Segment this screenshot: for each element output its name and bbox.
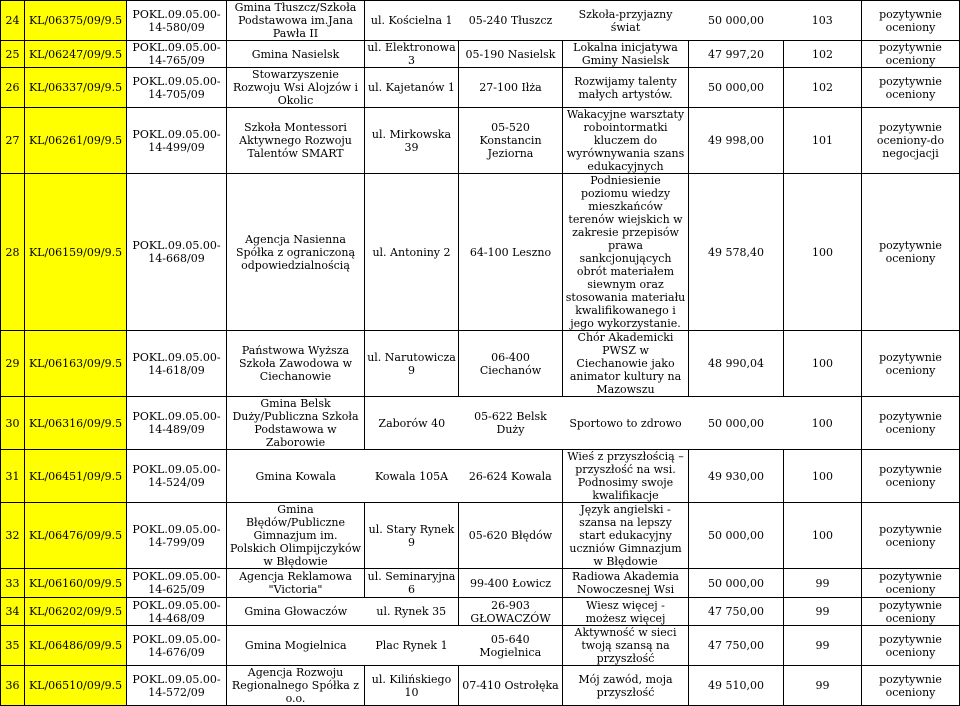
applicant-name: Gmina Tłuszcz/Szkoła Podstawowa im.Jana Pawła II bbox=[227, 1, 365, 41]
score: 102 bbox=[784, 41, 862, 68]
score: 100 bbox=[784, 174, 862, 331]
kl-number: KL/06476/09/9.5 bbox=[25, 503, 127, 569]
pokl-number: POKL.09.05.00-14-668/09 bbox=[127, 174, 227, 331]
postal-city: 64-100 Leszno bbox=[459, 174, 563, 331]
postal-city: 05-622 Belsk Duży bbox=[459, 397, 563, 450]
pokl-number: POKL.09.05.00-14-499/09 bbox=[127, 108, 227, 174]
kl-number: KL/06261/09/9.5 bbox=[25, 108, 127, 174]
postal-city: 05-640 Mogielnica bbox=[459, 626, 563, 666]
amount: 50 000,00 bbox=[689, 503, 784, 569]
status: pozytywnie oceniony bbox=[862, 503, 960, 569]
kl-number: KL/06510/09/9.5 bbox=[25, 666, 127, 706]
row-number: 34 bbox=[1, 598, 25, 626]
table-row bbox=[1, 450, 960, 503]
amount: 49 510,00 bbox=[689, 666, 784, 706]
score: 100 bbox=[784, 503, 862, 569]
project-title: Chór Akademicki PWSZ w Ciechanowie jako animator kultury na Mazowszu bbox=[563, 331, 689, 397]
street: ul. Stary Rynek 9 bbox=[365, 503, 459, 569]
row-number: 29 bbox=[1, 331, 25, 397]
postal-city: 06-400 Ciechanów bbox=[459, 331, 563, 397]
amount: 47 750,00 bbox=[689, 598, 784, 626]
score: 100 bbox=[784, 331, 862, 397]
pokl-number: POKL.09.05.00-14-765/09 bbox=[127, 41, 227, 68]
status: pozytywnie oceniony-do negocjacji bbox=[862, 108, 960, 174]
row-number: 36 bbox=[1, 666, 25, 706]
project-title: Szkoła-przyjazny świat bbox=[563, 1, 689, 41]
row-number: 30 bbox=[1, 397, 25, 450]
row-number: 28 bbox=[1, 174, 25, 331]
street: ul. Rynek 35 bbox=[365, 598, 459, 626]
row-number: 31 bbox=[1, 450, 25, 503]
amount: 50 000,00 bbox=[689, 397, 784, 450]
amount: 47 997,20 bbox=[689, 41, 784, 68]
applicant-name: Agencja Reklamowa "Victoria" bbox=[227, 569, 365, 598]
table-row bbox=[1, 598, 960, 626]
applicant-name: Gmina Mogielnica bbox=[227, 626, 365, 666]
postal-city: 26-903 GŁOWACZÓW bbox=[459, 598, 563, 626]
street: ul. Antoniny 2 bbox=[365, 174, 459, 331]
pokl-number: POKL.09.05.00-14-625/09 bbox=[127, 569, 227, 598]
applicant-name: Gmina Głowaczów bbox=[227, 598, 365, 626]
status: pozytywnie oceniony bbox=[862, 331, 960, 397]
score: 102 bbox=[784, 68, 862, 108]
score: 99 bbox=[784, 626, 862, 666]
applicant-name: Szkoła Montessori Aktywnego Rozwoju Talentów SMART bbox=[227, 108, 365, 174]
postal-city: 05-520 Konstancin Jeziorna bbox=[459, 108, 563, 174]
project-title: Rozwijamy talenty małych artystów. bbox=[563, 68, 689, 108]
applicant-name: Stowarzyszenie Rozwoju Wsi Alojzów i Okolic bbox=[227, 68, 365, 108]
street: ul. Kilińskiego 10 bbox=[365, 666, 459, 706]
table-row bbox=[1, 503, 960, 569]
score: 99 bbox=[784, 598, 862, 626]
status: pozytywnie oceniony bbox=[862, 626, 960, 666]
row-number: 24 bbox=[1, 1, 25, 41]
row-number: 33 bbox=[1, 569, 25, 598]
score: 100 bbox=[784, 397, 862, 450]
applicant-name: Gmina Nasielsk bbox=[227, 41, 365, 68]
table-row bbox=[1, 41, 960, 68]
pokl-number: POKL.09.05.00-14-705/09 bbox=[127, 68, 227, 108]
kl-number: KL/06451/09/9.5 bbox=[25, 450, 127, 503]
status: pozytywnie oceniony bbox=[862, 41, 960, 68]
project-title: Wiesz więcej - możesz więcej bbox=[563, 598, 689, 626]
score: 103 bbox=[784, 1, 862, 41]
street: ul. Elektronowa 3 bbox=[365, 41, 459, 68]
table-row bbox=[1, 68, 960, 108]
pokl-number: POKL.09.05.00-14-524/09 bbox=[127, 450, 227, 503]
kl-number: KL/06486/09/9.5 bbox=[25, 626, 127, 666]
project-title: Podniesienie poziomu wiedzy mieszkańców terenów wiejskich w zakresie przepisów prawa sankcjonujących obrót materiałem siewnym oraz stosowania materiału kwalifikowanego i jego wykorzystanie. bbox=[563, 174, 689, 331]
project-title: Wieś z przyszłością – przyszłość na wsi. Podnosimy swoje kwalifikacje bbox=[563, 450, 689, 503]
kl-number: KL/06375/09/9.5 bbox=[25, 1, 127, 41]
status: pozytywnie oceniony bbox=[862, 598, 960, 626]
status: pozytywnie oceniony bbox=[862, 569, 960, 598]
kl-number: KL/06163/09/9.5 bbox=[25, 331, 127, 397]
project-title: Wakacyjne warsztaty robointormatki kluczem do wyrównywania szans edukacyjnych bbox=[563, 108, 689, 174]
kl-number: KL/06202/09/9.5 bbox=[25, 598, 127, 626]
applicant-name: Agencja Nasienna Spółka z ograniczoną odpowiedzialnością bbox=[227, 174, 365, 331]
table-row bbox=[1, 174, 960, 331]
row-number: 25 bbox=[1, 41, 25, 68]
street: Zaborów 40 bbox=[365, 397, 459, 450]
kl-number: KL/06160/09/9.5 bbox=[25, 569, 127, 598]
score: 101 bbox=[784, 108, 862, 174]
score: 99 bbox=[784, 666, 862, 706]
street: Kowala 105A bbox=[365, 450, 459, 503]
street: Plac Rynek 1 bbox=[365, 626, 459, 666]
applicant-name: Agencja Rozwoju Regionalnego Spółka z o.o. bbox=[227, 666, 365, 706]
pokl-number: POKL.09.05.00-14-799/09 bbox=[127, 503, 227, 569]
project-title: Aktywność w sieci twoją szansą na przyszłość bbox=[563, 626, 689, 666]
applicant-name: Państwowa Wyższa Szkoła Zawodowa w Ciechanowie bbox=[227, 331, 365, 397]
postal-city: 27-100 Iłża bbox=[459, 68, 563, 108]
postal-city: 99-400 Łowicz bbox=[459, 569, 563, 598]
amount: 49 578,40 bbox=[689, 174, 784, 331]
street: ul. Seminaryjna 6 bbox=[365, 569, 459, 598]
table-row bbox=[1, 1, 960, 41]
kl-number: KL/06159/09/9.5 bbox=[25, 174, 127, 331]
status: pozytywnie oceniony bbox=[862, 450, 960, 503]
amount: 50 000,00 bbox=[689, 1, 784, 41]
status: pozytywnie oceniony bbox=[862, 174, 960, 331]
table-row bbox=[1, 666, 960, 706]
status: pozytywnie oceniony bbox=[862, 666, 960, 706]
amount: 50 000,00 bbox=[689, 68, 784, 108]
score: 100 bbox=[784, 450, 862, 503]
table-row bbox=[1, 569, 960, 598]
amount: 49 930,00 bbox=[689, 450, 784, 503]
postal-city: 26-624 Kowala bbox=[459, 450, 563, 503]
applicant-name: Gmina Błędów/Publiczne Gimnazjum im. Polskich Olimpijczyków w Błędowie bbox=[227, 503, 365, 569]
postal-city: 07-410 Ostrołęka bbox=[459, 666, 563, 706]
project-title: Język angielski - szansa na lepszy start edukacyjny uczniów Gimnazjum w Błędowie bbox=[563, 503, 689, 569]
table-row bbox=[1, 108, 960, 174]
amount: 47 750,00 bbox=[689, 626, 784, 666]
pokl-number: POKL.09.05.00-14-618/09 bbox=[127, 331, 227, 397]
status: pozytywnie oceniony bbox=[862, 1, 960, 41]
kl-number: KL/06247/09/9.5 bbox=[25, 41, 127, 68]
row-number: 27 bbox=[1, 108, 25, 174]
pokl-number: POKL.09.05.00-14-676/09 bbox=[127, 626, 227, 666]
project-title: Radiowa Akademia Nowoczesnej Wsi bbox=[563, 569, 689, 598]
pokl-number: POKL.09.05.00-14-572/09 bbox=[127, 666, 227, 706]
street: ul. Narutowicza 9 bbox=[365, 331, 459, 397]
street: ul. Mirkowska 39 bbox=[365, 108, 459, 174]
pokl-number: POKL.09.05.00-14-489/09 bbox=[127, 397, 227, 450]
status: pozytywnie oceniony bbox=[862, 397, 960, 450]
amount: 48 990,04 bbox=[689, 331, 784, 397]
amount: 49 998,00 bbox=[689, 108, 784, 174]
street: ul. Kajetanów 1 bbox=[365, 68, 459, 108]
table-row bbox=[1, 626, 960, 666]
status: pozytywnie oceniony bbox=[862, 68, 960, 108]
row-number: 26 bbox=[1, 68, 25, 108]
row-number: 32 bbox=[1, 503, 25, 569]
table-row bbox=[1, 331, 960, 397]
project-title: Mój zawód, moja przyszłość bbox=[563, 666, 689, 706]
pokl-number: POKL.09.05.00-14-468/09 bbox=[127, 598, 227, 626]
project-title: Sportowo to zdrowo bbox=[563, 397, 689, 450]
kl-number: KL/06316/09/9.5 bbox=[25, 397, 127, 450]
postal-city: 05-620 Błędów bbox=[459, 503, 563, 569]
postal-city: 05-190 Nasielsk bbox=[459, 41, 563, 68]
table-row bbox=[1, 397, 960, 450]
postal-city: 05-240 Tłuszcz bbox=[459, 1, 563, 41]
street: ul. Kościelna 1 bbox=[365, 1, 459, 41]
applicant-name: Gmina Belsk Duży/Publiczna Szkoła Podstawowa w Zaborowie bbox=[227, 397, 365, 450]
pokl-number: POKL.09.05.00-14-580/09 bbox=[127, 1, 227, 41]
amount: 50 000,00 bbox=[689, 569, 784, 598]
kl-number: KL/06337/09/9.5 bbox=[25, 68, 127, 108]
row-number: 35 bbox=[1, 626, 25, 666]
score: 99 bbox=[784, 569, 862, 598]
applicant-name: Gmina Kowala bbox=[227, 450, 365, 503]
project-title: Lokalna inicjatywa Gminy Nasielsk bbox=[563, 41, 689, 68]
